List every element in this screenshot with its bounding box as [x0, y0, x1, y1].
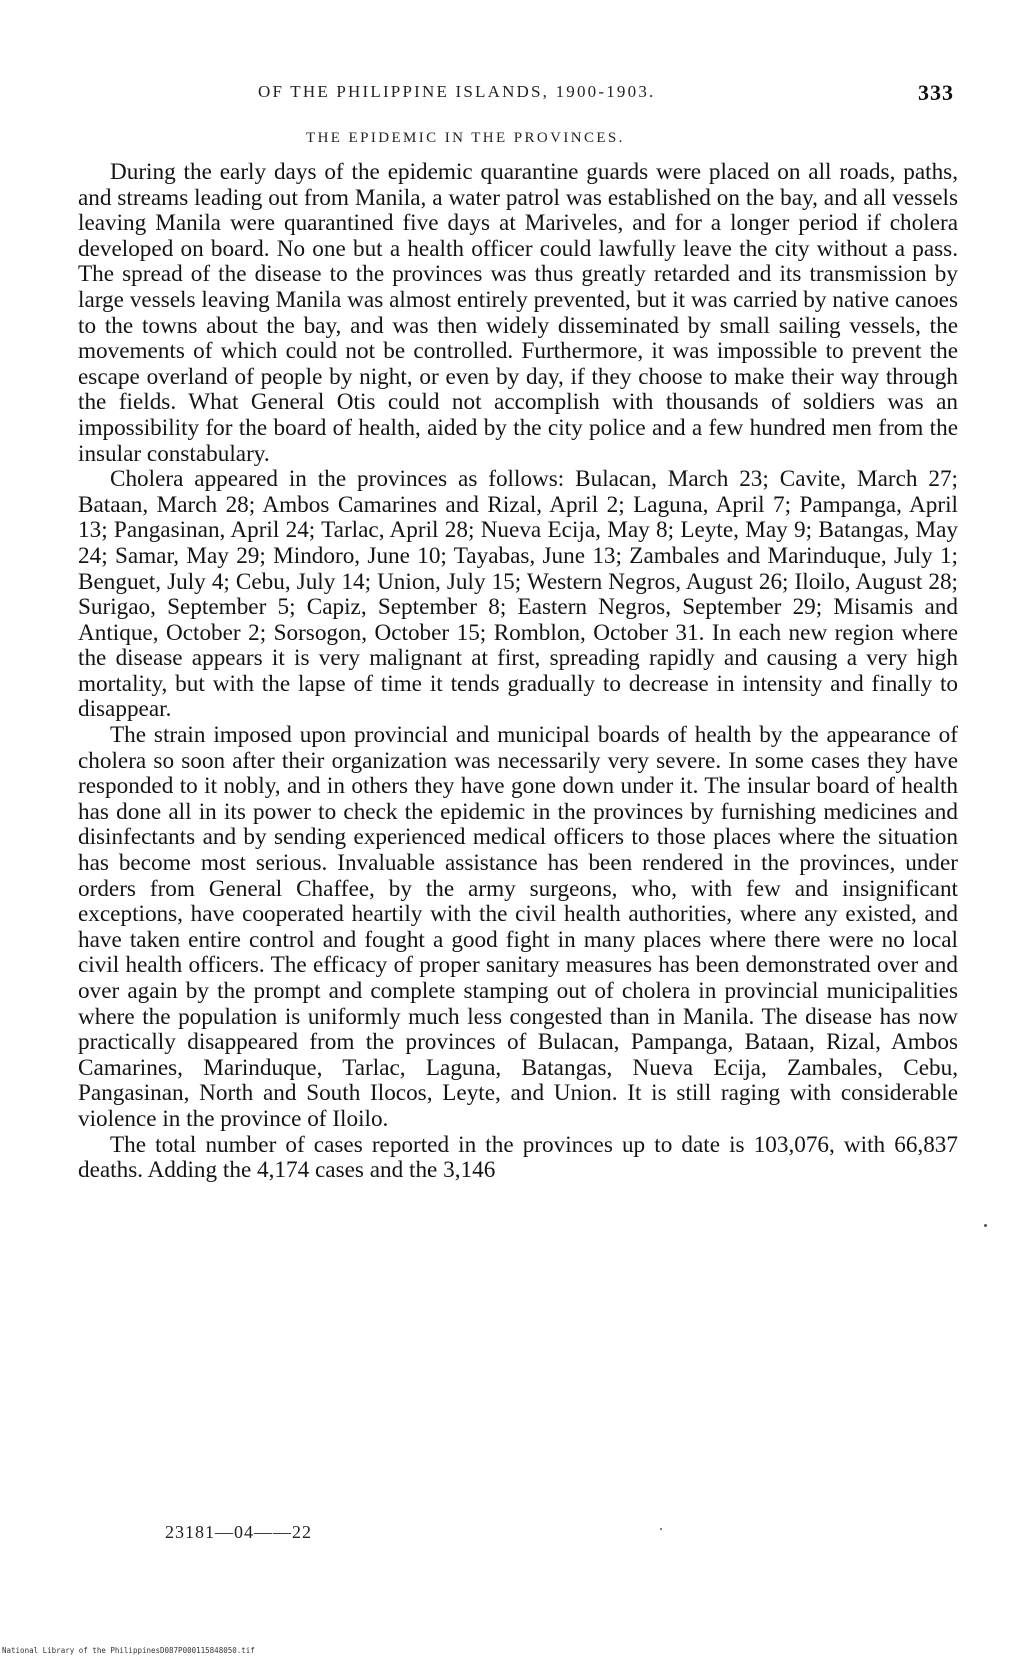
printer-signature-mark: 23181—04——22: [165, 1522, 312, 1542]
running-header: OF THE PHILIPPINE ISLANDS, 1900-1903.: [258, 82, 656, 101]
section-title: THE EPIDEMIC IN THE PROVINCES.: [306, 130, 625, 146]
body-text: [78, 160, 958, 1184]
paragraph-boards-of-health: The strain imposed upon provincial and municipal boards of health by the appearance of cholera so soon after their organization was necessarily very severe. In some cases they have responded to it nobly, and in others they have gone down under it. The insular board of health has done all in its power to check the epidemic in the provinces by furnishing medicines and disinfectants and by sending experienced medical officers to those places where the situation has become most serious. Invaluable assistance has been rendered in the provinces, under orders from General Chaffee, by the army surgeons, who, with few and insignificant exceptions, have cooperated heartily with the civil health authorities, where any existed, and have taken entire control and fought a good fight in many places where there were no local civil health officers. The efficacy of proper sanitary measures has been demonstrated over and over again by the prompt and complete stamping out of cholera in provincial municipalities where the population is uniformly much less congested than in Manila. The disease has now practically disappeared from the provinces of Bulacan, Pampanga, Bataan, Rizal, Ambos Camarines, Marinduque, Tarlac, Laguna, Batangas, Nueva Ecija, Zambales, Cebu, Pangasinan, North and South Ilocos, Leyte, and Union. It is still raging with considerable violence in the province of Iloilo.: [78, 722, 958, 1132]
footer-file-name: D087P000115848050.tif: [160, 1646, 255, 1655]
page-number: 333: [918, 80, 954, 105]
paragraph-cholera-dates: Cholera appeared in the provinces as follows: Bulacan, March 23; Cavite, March 27; Bataan, March 28; Ambos Camarines and Rizal, April 2; Laguna, April 7; Pampanga, April 13; Pangasinan, April 24; Tarlac, April 28; Nueva Ecija, May 8; Leyte, May 9; Batangas, May 24; Samar, May 29; Mindoro, June 10; Tayabas, June 13; Zambales and Marinduque, July 1; Benguet, July 4; Cebu, July 14; Union, July 15; Western Negros, August 26; Iloilo, August 28; Surigao, September 5; Capiz, September 8; Eastern Negros, September 29; Misamis and Antique, October 2; Sorsogon, October 15; Romblon, October 31. In each new region where the disease appears it is very malignant at first, spreading rapidly and causing a very high mortality, but with the lapse of time it tends gradually to decrease in intensity and finally to disappear.: [78, 466, 958, 723]
scan-speck: [984, 1224, 987, 1227]
paragraph-total-cases: The total number of cases reported in the provinces up to date is 103,076, with 66,837 deaths. Adding the 4,174 cases and the 3,146: [78, 1131, 958, 1184]
scan-speck: [660, 1528, 662, 1530]
footer-source-label: National Library of the Philippines: [2, 1646, 161, 1655]
paragraph-quarantine: During the early days of the epidemic quarantine guards were placed on all roads, paths, and streams leading out from Manila, a water patrol was established on the bay, and all vessels leaving Manila were quarantined five days at Mariveles, and for a longer period if cholera developed on board. No one but a health officer could lawfully leave the city without a pass. The spread of the disease to the provinces was thus greatly retarded and its transmission by large vessels leaving Manila was almost entirely prevented, but it was carried by native canoes to the towns about the bay, and was then widely disseminated by small sailing vessels, the movements of which could not be controlled. Furthermore, it was impossible to prevent the escape overland of people by night, or even by day, if they choose to make their way through the fields. What General Otis could not accomplish with thousands of soldiers was an impossibility for the board of health, aided by the city police and a few hundred men from the insular constabulary.: [78, 159, 958, 467]
